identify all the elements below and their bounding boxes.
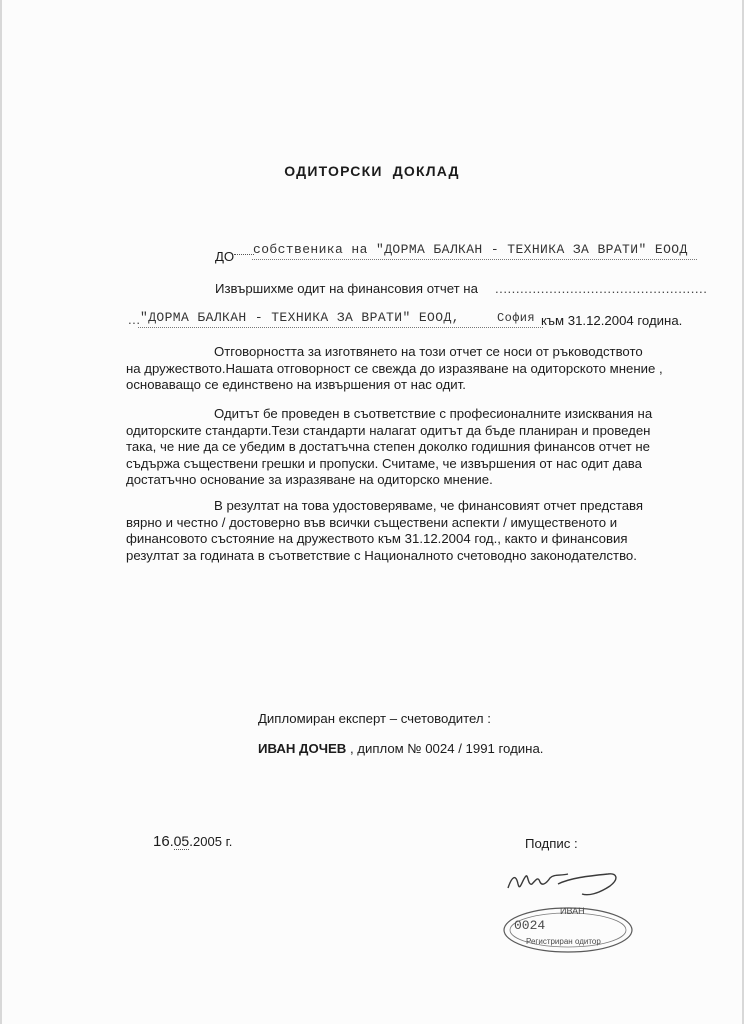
stamp-line3: Регистриран одитор (526, 937, 601, 946)
stamp-line2: 0024 (514, 918, 546, 933)
scan-edge-left (0, 0, 2, 1024)
expert-title: Дипломиран експерт – счетоводител : (258, 711, 491, 726)
intro-dots: ................................................... (495, 281, 708, 296)
company-name: "ДОРМА БАЛКАН - ТЕХНИКА ЗА ВРАТИ" ЕООД, (140, 310, 460, 325)
company-period: към 31.12.2004 година. (541, 313, 683, 328)
expert-name: ИВАН ДОЧЕВ (258, 741, 347, 756)
addressee: собственика на "ДОРМА БАЛКАН - ТЕХНИКА ЗА ВРАТИ" ЕООД (253, 242, 688, 257)
expert-line (258, 741, 543, 758)
to-label: ДО (215, 249, 235, 264)
addressee-underline (252, 259, 697, 260)
company-city: София (497, 311, 536, 325)
expert-diploma: , диплом № 0024 / 1991 година. (346, 741, 544, 756)
signature-label: Подпис : (525, 836, 578, 851)
to-dots (234, 254, 254, 255)
document-date: 16.05.2005 г. (153, 833, 233, 850)
paragraph-opinion: В резултат на това удостоверяваме, че финансовият отчет представя вярно и честно / достоверно във всички съществени аспекти / имущественото и финансовото състояние на дружеството към 31.12.2004 год., както и финансовия резултат за годината в съответствие с Националното счетоводно законодателство. (126, 498, 644, 563)
paragraph-audit-standards: Одитът бе проведен в съответствие с професионалните изисквания на одиторските стандарти.Тези стандарти налагат одитът да бъде планиран и проведен така, че ние да се убедим в достатъчна степен доколко годишния финансов отчет не съдържа съществени грешки и пропуски. Считаме, че извършения от нас одит дава достатъчно основание за изразяване на одиторско мнение. (126, 406, 653, 487)
paragraph-responsibility: Отговорността за изготвянето на този отчет се носи от ръководството на дружеството.Нашата отговорност се свежда до изразяване на одиторското мнение , основаващо се единствено на извършения от нас одит. (126, 344, 663, 392)
date-month: 05 (173, 833, 190, 849)
date-day: 16 (153, 833, 170, 850)
document-title: ОДИТОРСКИ ДОКЛАД (284, 163, 460, 179)
stamp-line1: ИВАН (560, 906, 585, 916)
signature-and-stamp (498, 866, 648, 956)
company-lead-dots: ... (128, 312, 141, 327)
company-underline (138, 327, 543, 328)
date-year: 2005 г. (193, 834, 233, 849)
intro-line: Извършихме одит на финансовия отчет на (215, 281, 478, 296)
